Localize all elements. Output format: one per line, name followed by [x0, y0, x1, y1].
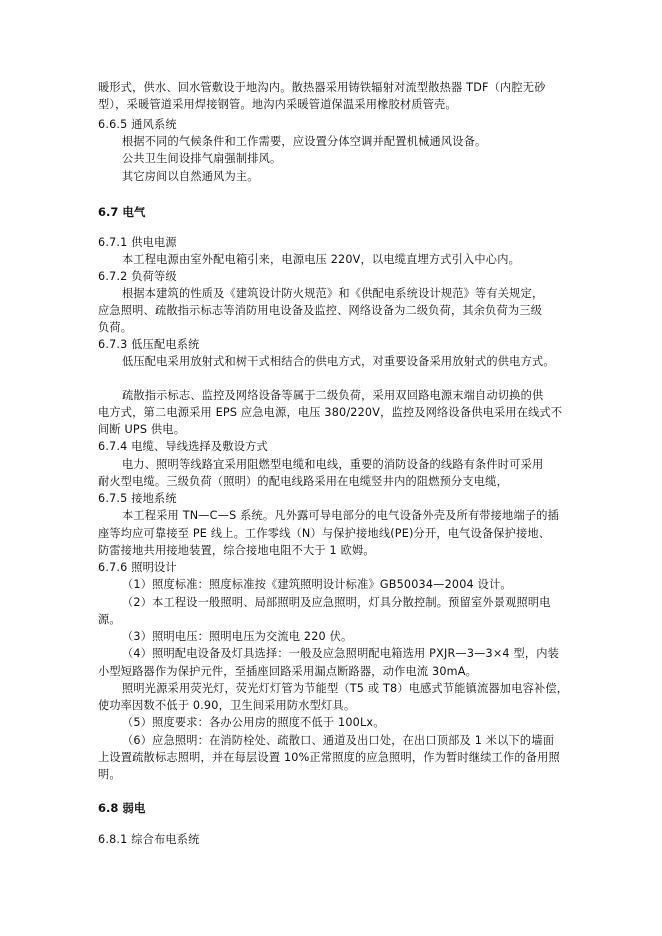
section-heading: 6.7 电气 — [98, 205, 146, 219]
subsection-heading: 6.7.3 低压配电系统 — [98, 338, 200, 351]
paragraph-line: 型），采暖管道采用焊接钢管。地沟内采暖管道保温采用橡胶材质管壳。 — [98, 98, 457, 111]
paragraph-line: 负荷。 — [98, 321, 133, 334]
paragraph-line: 防雷接地共用接地装置，综合接地电阻不大于 1 欧姆。 — [98, 544, 375, 557]
subsection-heading: 6.6.5 通风系统 — [98, 118, 177, 131]
section-heading: 6.8 弱电 — [98, 801, 146, 815]
subsection-heading: 6.8.1 综合布电系统 — [98, 833, 200, 846]
subsection-heading: 6.7.1 供电电源 — [98, 236, 177, 249]
list-item: （2）本工程设一般照明、局部照明及应急照明，灯具分散控制。预留室外景观照明电 — [122, 596, 551, 609]
paragraph-line: 电力、照明等线路宜采用阻燃型电缆和电线，重要的消防设备的线路有条件时可采用 — [122, 458, 544, 471]
paragraph-line: 其它房间以自然通风为主。 — [122, 170, 259, 183]
paragraph-line: 疏散指示标志、监控及网络设备等属于二级负荷，采用双回路电源末端自动切换的供 — [122, 389, 544, 402]
list-item: （4）照明配电设备及灯具选择：一般及应急照明配电箱选用 PXJR—3—3×4 型，内装 — [122, 647, 560, 660]
paragraph-line: 明。 — [98, 768, 121, 781]
paragraph-line: 使功率因数不低于 0.90，卫生间采用防水型灯具。 — [98, 699, 356, 712]
paragraph-line: 低压配电采用放射式和树干式相结合的供电方式，对重要设备采用放射式的供电方式。 — [122, 355, 555, 368]
list-item: （5）照度要求：各办公用房的照度不低于 100Lx。 — [122, 716, 385, 729]
paragraph-line: 座等均应可靠接至 PE 线上。工作零线（N）与保护接地线(PE)分开，电气设备保护接地、 — [98, 527, 551, 540]
paragraph-line: 应急照明、疏散指示标志等消防用电设备及监控、网络设备为二级负荷，其余负荷为三级 — [98, 304, 543, 317]
paragraph-line: 暖形式，供水、回水管敷设于地沟内。散热器采用铸铁辐射对流型散热器 TDF（内腔无砂 — [98, 81, 546, 94]
paragraph-line: 根据本建筑的性质及《建筑设计防火规范》和《供配电系统设计规范》等有关规定， — [122, 287, 544, 300]
list-item: （1）照度标准：照度标准按《建筑照明设计标准》GB50034—2004 设计。 — [122, 578, 512, 591]
subsection-heading: 6.7.5 接地系统 — [98, 492, 177, 505]
list-item: （6）应急照明：在消防栓处、疏散口、通道及出口处，在出口顶部及 1 米以下的墙面 — [122, 734, 555, 747]
paragraph-line: 本工程电源由室外配电箱引来，电源电压 220V，以电缆直埋方式引入中心内。 — [122, 253, 520, 266]
paragraph-line: 小型短路器作为保护元件，至插座回路采用漏点断路器，动作电流 30mA。 — [98, 665, 477, 678]
subsection-heading: 6.7.4 电缆、导线选择及敷设方式 — [98, 440, 268, 453]
list-item: （3）照明电压：照明电压为交流电 220 伏。 — [122, 630, 353, 643]
paragraph-line: 照明光源采用荧光灯，荧光灯灯管为节能型（T5 或 T8）电感式节能镇流器加电容补偿， — [122, 682, 569, 695]
paragraph-line: 电方式，第二电源采用 EPS 应急电源，电压 380/220V，监控及网络设备供电采用在线式不 — [98, 406, 563, 419]
paragraph-line: 源。 — [98, 613, 121, 626]
subsection-heading: 6.7.6 照明设计 — [98, 561, 177, 574]
subsection-heading: 6.7.2 负荷等级 — [98, 270, 177, 283]
paragraph-line: 间断 UPS 供电。 — [98, 423, 186, 436]
paragraph-line: 上设置疏散标志照明，并在每层设置 10%正常照度的应急照明，作为暂时继续工作的备用照 — [98, 751, 560, 764]
paragraph-line: 根据不同的气候条件和工作需要，应设置分体空调并配置机械通风设备。 — [122, 135, 487, 148]
paragraph-line: 本工程采用 TN—C—S 系统。凡外露可导电部分的电气设备外壳及所有带接地端子的插 — [122, 509, 559, 522]
paragraph-line: 耐火型电缆。三级负荷（照明）的配电线路采用在电缆竖井内的阻燃预分支电缆， — [98, 475, 508, 488]
paragraph-line: 公共卫生间设排气扇强制排风。 — [122, 152, 282, 165]
